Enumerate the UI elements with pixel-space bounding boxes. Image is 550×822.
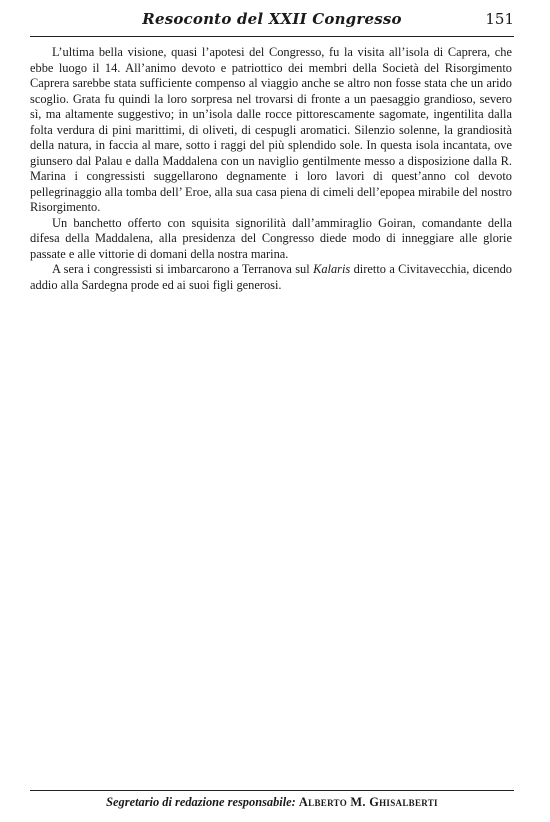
footer-label: Segretario di redazione responsabile: — [106, 795, 296, 809]
body-text — [30, 45, 512, 293]
running-title: Resoconto del XXII Congresso — [142, 10, 402, 28]
paragraph-2: Un banchetto offerto con squisita signorilità dall’ammiraglio Goiran, comandante della difesa della Maddalena, alla presidenza del Congresso diede modo di inneggiare alle glorie passate e alle vittorie di domani della nostra marina. — [30, 215, 512, 261]
paragraph-1: L’ultima bella visione, quasi l’apotesi del Congresso, fu la visita all’isola di Caprera, che ebbe luogo il 14. All’animo devoto e patriottico dei membri della Società del Risorgimento Caprera sarebbe stata sufficiente compenso al viaggio anche se altro non fosse stata che un arido scoglio. Grata fu quindi la loro sorpresa nel trovarsi di fronte a un paesaggio grandioso, severo sì, ma altamente suggestivo; in un’isola dalle rocce pittorescamente sagomate, ingentilita dalla folta verdura di pini marittimi, di oliveti, di cespugli aromatici. Silenzio solenne, la grandiosità della natura, in faccia al mare, sotto i raggi del più splendido sole. In questa isola incantata, ove giunsero dal Palau e dalla Maddalena con un naviglio gentilmente messo a disposizione dalla R. Marina i congressisti suggellarono degnamente i loro lavori di quest’anno col devoto pellegrinaggio alla tomba dell’ Eroe, alla sua casa piena di cimeli dell’epopea mirabile del nostro Risorgimento. — [30, 45, 512, 214]
header-rule — [30, 36, 514, 37]
page-number: 151 — [485, 10, 514, 28]
paragraph-3-text-start: A sera i congressisti si imbarcarono a Terranova sul — [52, 262, 314, 276]
page-footer — [30, 795, 514, 810]
footer-rule — [30, 790, 514, 791]
footer-name: Alberto M. Ghisalberti — [298, 795, 438, 809]
paragraph-3-text-end: diretto a Civitavecchia, dicendo addio alla Sardegna prode ed ai suoi figli generosi. — [30, 262, 512, 292]
ship-name: Kalaris — [313, 262, 351, 276]
paragraph-3 — [30, 262, 512, 293]
page-header — [30, 8, 514, 34]
